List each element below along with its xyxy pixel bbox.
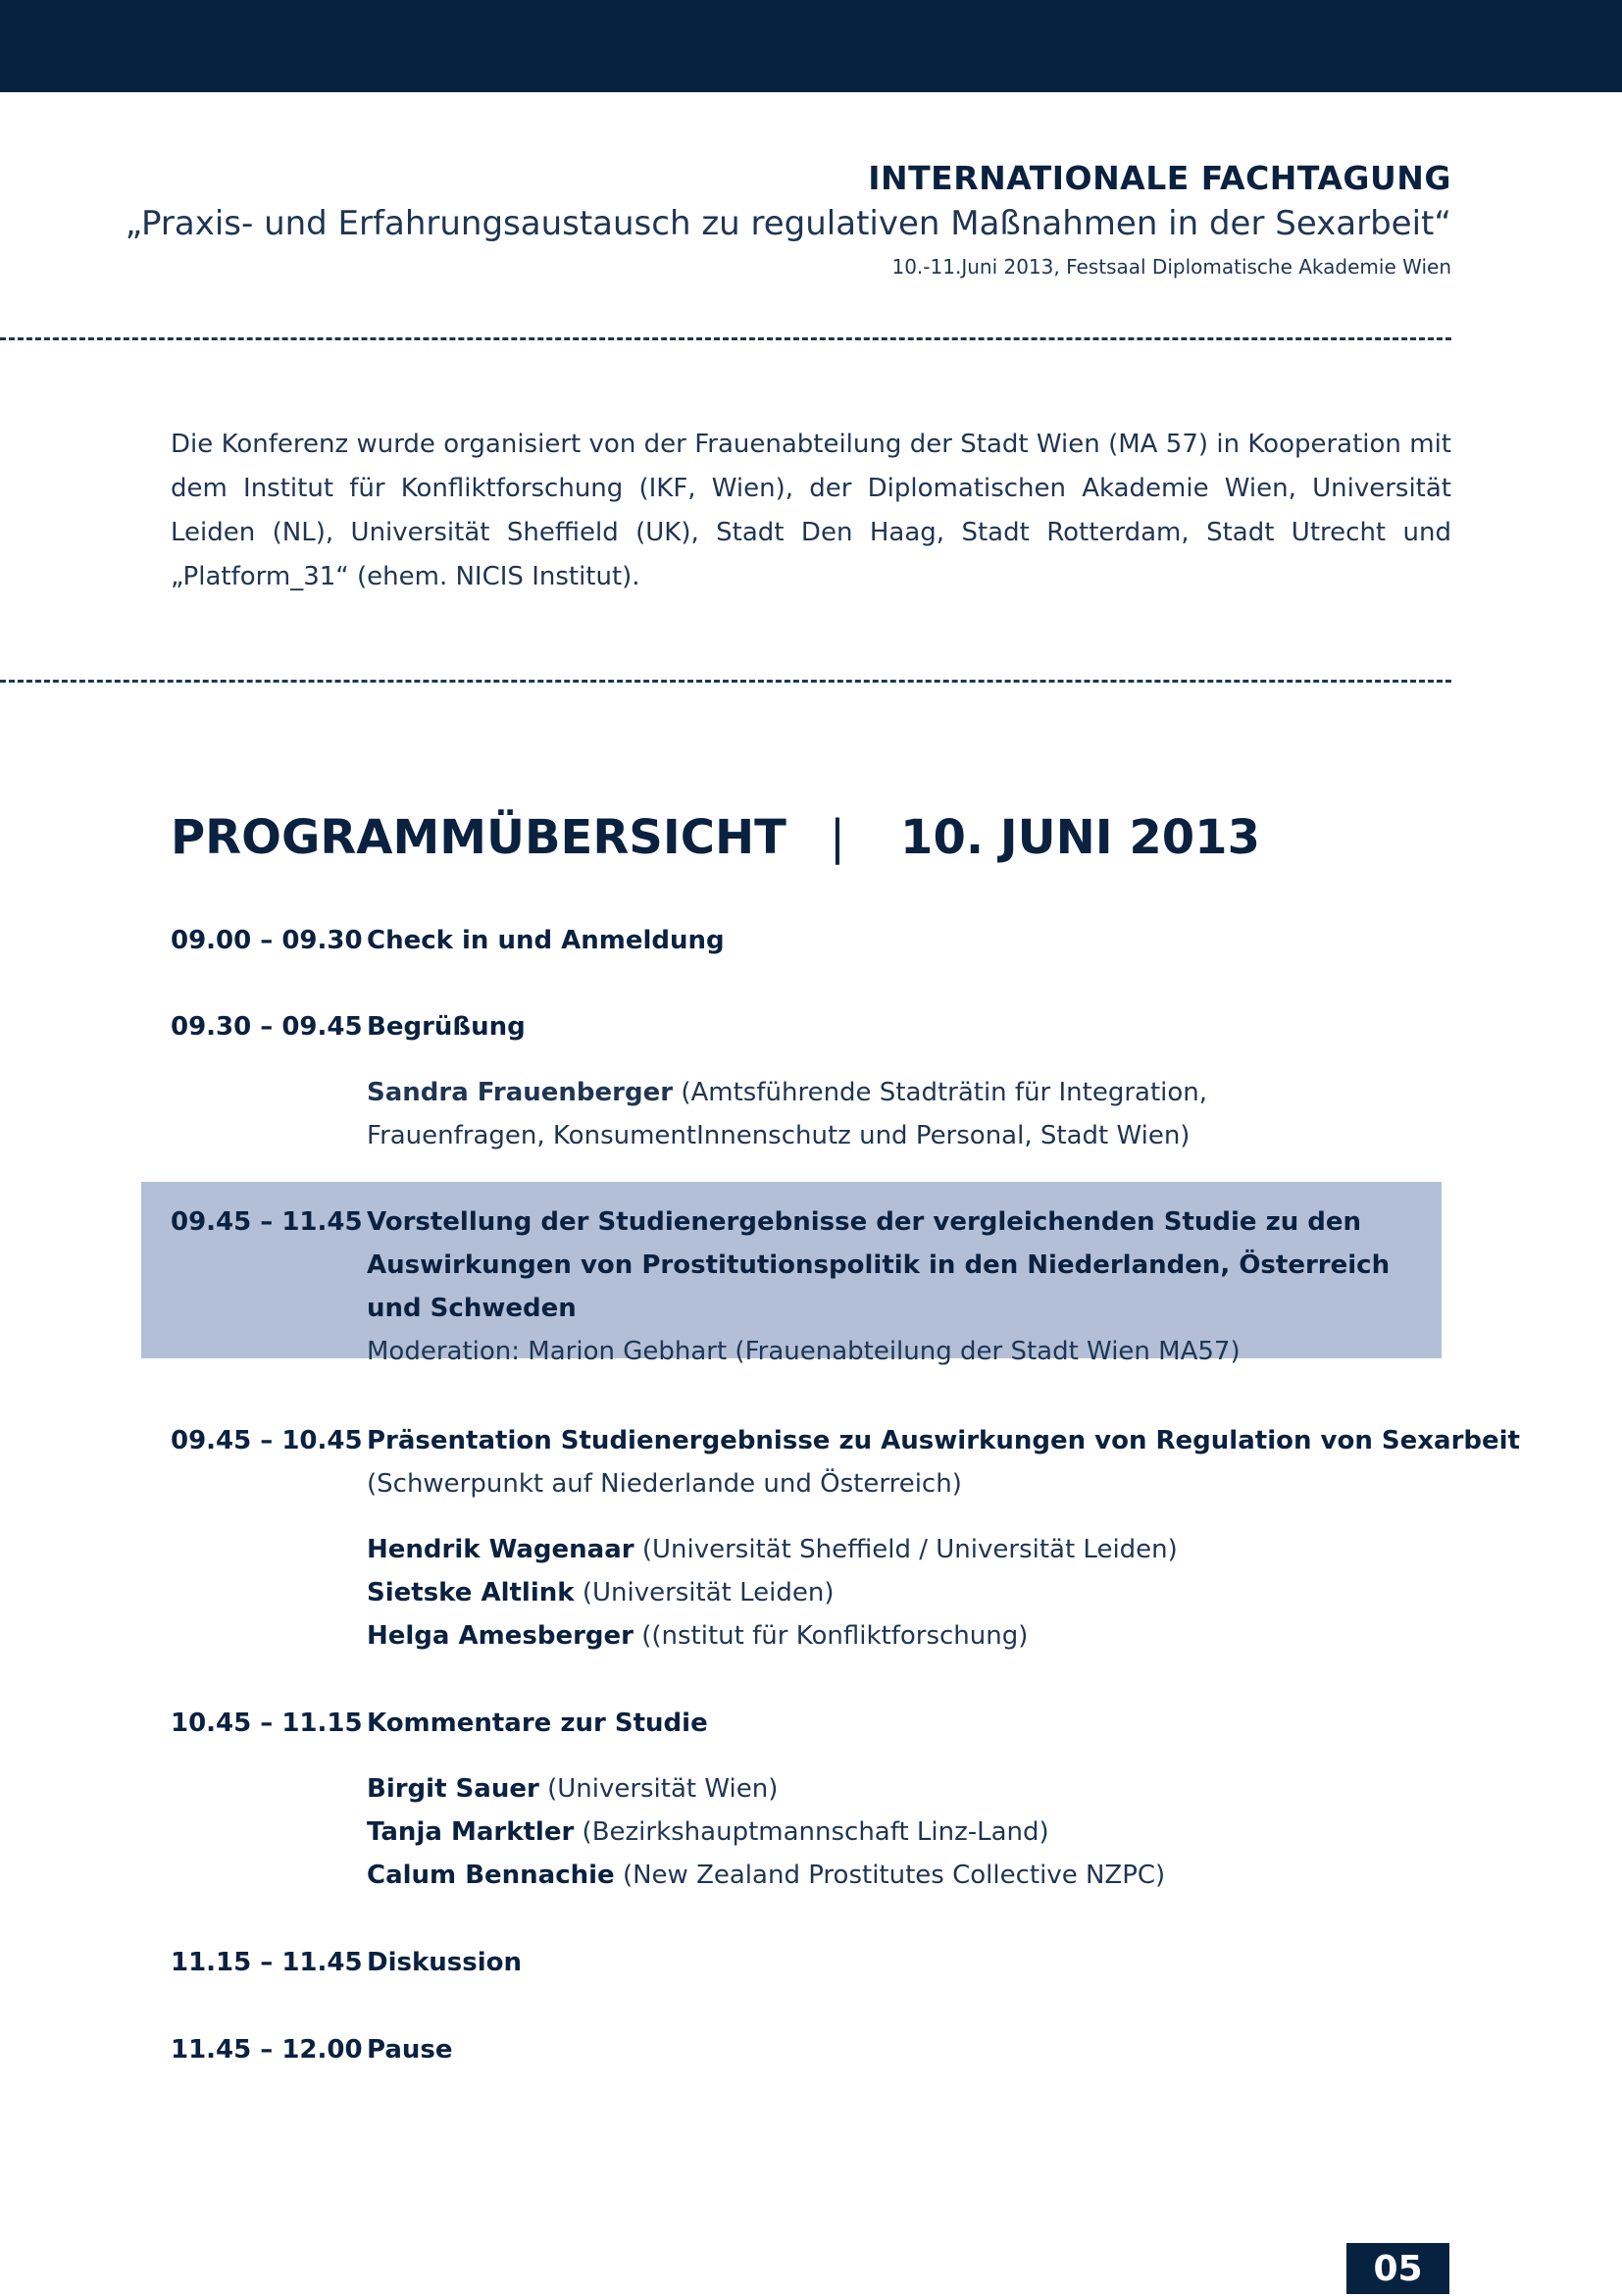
program-item-title: Präsentation Studienergebnisse zu Auswirkungen von Regulation von Sexarbeit bbox=[367, 1426, 1520, 1455]
program-content bbox=[367, 1941, 1593, 1984]
speaker-name: Sietske Altlink bbox=[367, 1578, 575, 1607]
speaker-entry bbox=[367, 1614, 1593, 1658]
program-time: 09.30 – 09.45 bbox=[171, 1012, 363, 1042]
speaker-role: (Bezirkshauptmannschaft Linz-Land) bbox=[582, 1817, 1049, 1847]
conference-kicker: INTERNATIONALE FACHTAGUNG bbox=[868, 159, 1451, 197]
speaker-name: Sandra Frauenberger bbox=[367, 1078, 674, 1107]
program-item-title: Diskussion bbox=[367, 1948, 523, 1977]
top-banner bbox=[0, 0, 1622, 92]
dashed-divider-top bbox=[0, 337, 1451, 340]
program-item-note: Moderation: Marion Gebhart (Frauenabteilung der Stadt Wien MA57) bbox=[367, 1337, 1241, 1366]
program-content bbox=[367, 1702, 1593, 1897]
speaker-list bbox=[367, 1071, 1593, 1157]
conference-dateline: 10.-11.Juni 2013, Festsaal Diplomatische Akademie Wien bbox=[891, 255, 1451, 279]
speaker-entry bbox=[367, 1071, 1357, 1157]
program-item-title: Pause bbox=[367, 2035, 453, 2065]
page-number: 05 bbox=[1346, 2243, 1449, 2294]
speaker-entry bbox=[367, 1854, 1593, 1897]
program-heading-separator: | bbox=[829, 810, 846, 865]
speaker-role: (Universität Leiden) bbox=[582, 1578, 835, 1607]
program-time: 11.45 – 12.00 bbox=[171, 2035, 363, 2065]
program-heading bbox=[171, 806, 1260, 869]
program-heading-date: 10. JUNI 2013 bbox=[900, 810, 1260, 865]
program-time: 11.15 – 11.45 bbox=[171, 1948, 363, 1977]
program-time: 10.45 – 11.15 bbox=[171, 1709, 363, 1738]
program-content bbox=[367, 1419, 1593, 1658]
program-time: 09.45 – 11.45 bbox=[171, 1207, 363, 1237]
program-item-title: Vorstellung der Studienergebnisse der vergleichenden Studie zu den Auswirkungen von Prostitutionspolitik in den Niederlanden, Österreich und Schweden bbox=[367, 1207, 1391, 1323]
speaker-list bbox=[367, 1528, 1593, 1658]
speaker-role: (Universität Sheffield / Universität Leiden) bbox=[641, 1535, 1178, 1564]
program-heading-title: PROGRAMMÜBERSICHT bbox=[171, 810, 786, 865]
speaker-entry bbox=[367, 1767, 1593, 1811]
speaker-role: ((nstitut für Konfliktforschung) bbox=[641, 1621, 1029, 1651]
program-content bbox=[367, 1005, 1593, 1157]
speaker-name: Birgit Sauer bbox=[367, 1774, 539, 1804]
dashed-divider-bottom bbox=[0, 680, 1451, 683]
speaker-name: Calum Bennachie bbox=[367, 1861, 615, 1890]
program-time: 09.45 – 10.45 bbox=[171, 1426, 363, 1455]
program-content bbox=[367, 1200, 1416, 1373]
speaker-name: Hendrik Wagenaar bbox=[367, 1535, 634, 1564]
document-header bbox=[126, 157, 1451, 286]
speaker-entry bbox=[367, 1811, 1593, 1854]
speaker-list bbox=[367, 1767, 1593, 1897]
speaker-name: Tanja Marktler bbox=[367, 1817, 575, 1847]
program-content bbox=[367, 2028, 1593, 2071]
speaker-entry bbox=[367, 1571, 1593, 1614]
program-content bbox=[367, 919, 1593, 962]
program-item-title: Check in und Anmeldung bbox=[367, 926, 725, 955]
speaker-role: (New Zealand Prostitutes Collective NZPC) bbox=[622, 1861, 1166, 1890]
speaker-role: (Amtsführende Stadträtin für Integration, Frauenfragen, KonsumentInnenschutz und Personal, Stadt Wien) bbox=[367, 1078, 1208, 1150]
intro-paragraph: Die Konferenz wurde organisiert von der Frauenabteilung der Stadt Wien (MA 57) in Kooperation mit dem Institut für Konfliktforschung (IKF, Wien), der Diplomatischen Akademie Wien, Universität Leiden (NL), Universität Sheffield (UK), Stadt Den Haag, Stadt Rotterdam, Stadt Utrecht und „Platform_31“ (ehem. NICIS Institut). bbox=[171, 430, 1451, 591]
program-item-title: Begrüßung bbox=[367, 1012, 526, 1042]
program-item-note: (Schwerpunkt auf Niederlande und Österreich) bbox=[367, 1469, 962, 1499]
speaker-name: Helga Amesberger bbox=[367, 1621, 634, 1651]
speaker-entry bbox=[367, 1528, 1593, 1571]
program-time: 09.00 – 09.30 bbox=[171, 926, 363, 955]
program-item-title: Kommentare zur Studie bbox=[367, 1709, 708, 1738]
conference-title: „Praxis- und Erfahrungsaustausch zu regulativen Maßnahmen in der Sexarbeit“ bbox=[125, 204, 1451, 243]
speaker-role: (Universität Wien) bbox=[547, 1774, 779, 1804]
